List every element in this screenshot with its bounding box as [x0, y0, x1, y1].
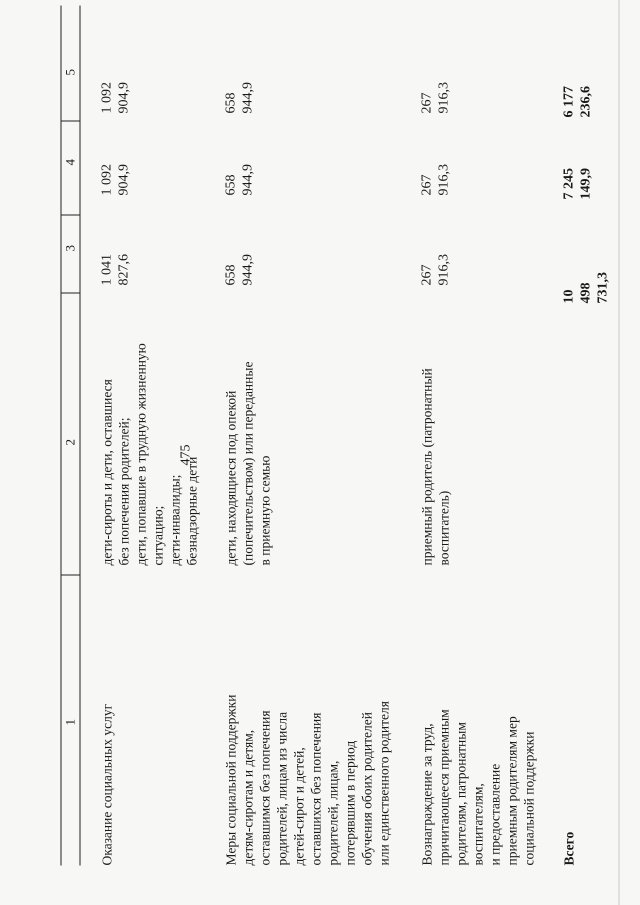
table — [60, 5, 80, 865]
col-header-5: 5 — [62, 68, 77, 75]
row2-col5: 658 944,9 — [223, 81, 255, 113]
row1-col1: Оказание социальных услуг — [99, 703, 114, 865]
row3-col1: Вознаграждение за труд, причитающееся приемным родителям, патронатным воспитателям, и предоставление приемным родителям мер социальной поддержки — [419, 708, 536, 865]
row1-col2: дети-сироты и дети, оставшиеся без попечения родителей; дети, попавшие в трудную жизненную ситуацию; дети-инвалиды; безнадзорные дети — [99, 342, 199, 565]
scan-edge-line — [618, 0, 619, 905]
total-col3: 10 498 731,3 — [561, 271, 610, 303]
row3-col5: 267 916,3 — [419, 81, 451, 113]
row2-col2: дети, находящиеся под опекой (попечительством) или переданные в приемную семью — [223, 361, 272, 565]
col-header-2: 2 — [62, 438, 77, 445]
row3-col2: приемный родитель (патронатный воспитатель) — [419, 367, 451, 565]
row2-col1: Меры социальной поддержки детям-сиротам и детям, оставшимся без попечения родителей, лицам из числа детей-сирот и детей, оставшихся без попечения родителей, лицам, потерявшим в период обучения обоих родителей или единственного родителя — [223, 694, 391, 865]
row2-col3: 658 944,9 — [223, 253, 255, 285]
total-col4: 7 245 149,9 — [561, 167, 593, 199]
row1-col4: 1 092 904,9 — [99, 163, 131, 195]
row3-col3: 267 916,3 — [419, 253, 451, 285]
total-label: Всего — [561, 831, 576, 865]
row3-col4: 267 916,3 — [419, 163, 451, 195]
table-header — [60, 5, 80, 865]
col-header-3: 3 — [62, 244, 77, 251]
col-header-4: 4 — [62, 158, 77, 165]
total-col5: 6 177 236,6 — [561, 85, 593, 117]
row1-col5: 1 092 904,9 — [99, 81, 131, 113]
page-number: 475 — [178, 444, 193, 465]
row2-col4: 658 944,9 — [223, 163, 255, 195]
row1-col3: 1 041 827,6 — [99, 253, 131, 285]
col-header-1: 1 — [62, 718, 77, 725]
